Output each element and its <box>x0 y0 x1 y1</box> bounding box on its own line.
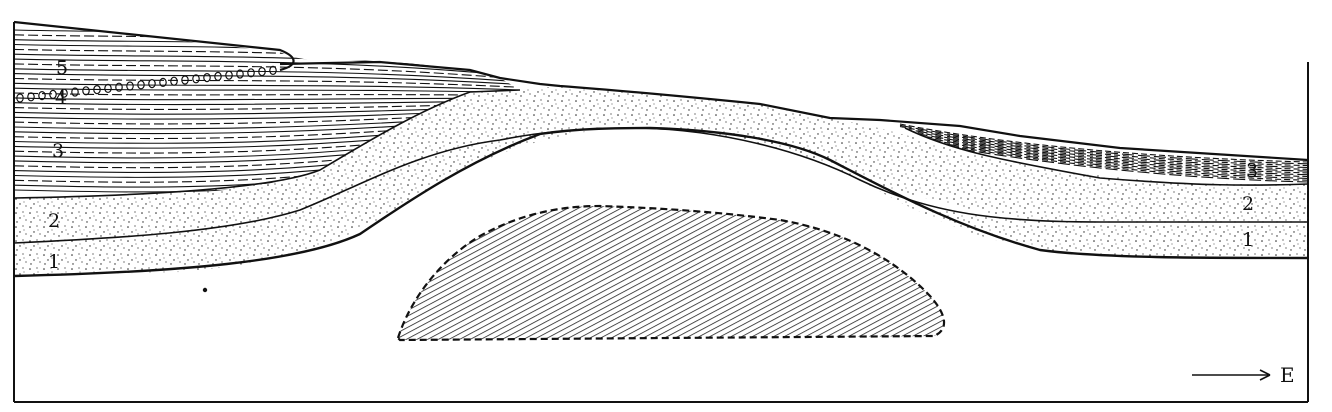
laccolith-body <box>398 206 944 340</box>
layer-label-5: 5 <box>56 57 69 79</box>
bedding-line <box>14 54 520 73</box>
layer-label-1: 1 <box>48 251 61 273</box>
pebble <box>127 82 133 90</box>
layer-label-east-2: 2 <box>1242 193 1255 215</box>
pebble <box>171 77 177 85</box>
pebble <box>215 72 221 80</box>
bedding-line <box>14 88 520 93</box>
pebble <box>226 71 232 79</box>
east-label: E <box>1280 363 1295 387</box>
bedding-line <box>14 74 520 85</box>
pebble <box>105 84 111 92</box>
pebble <box>83 87 89 95</box>
pebble <box>28 93 34 101</box>
layer-label-3: 3 <box>52 140 65 162</box>
pebble <box>204 74 210 82</box>
layer-label-east-1: 1 <box>1242 229 1255 251</box>
layer-label-east-3: 3 <box>1246 160 1259 182</box>
bedding-line <box>14 98 520 100</box>
pebble <box>270 66 276 74</box>
layer-label-2: 2 <box>48 210 61 232</box>
east-direction-arrow <box>1192 363 1295 387</box>
pebble <box>149 80 155 88</box>
layer-label-4: 4 <box>55 87 68 109</box>
bedding-line <box>14 93 520 96</box>
